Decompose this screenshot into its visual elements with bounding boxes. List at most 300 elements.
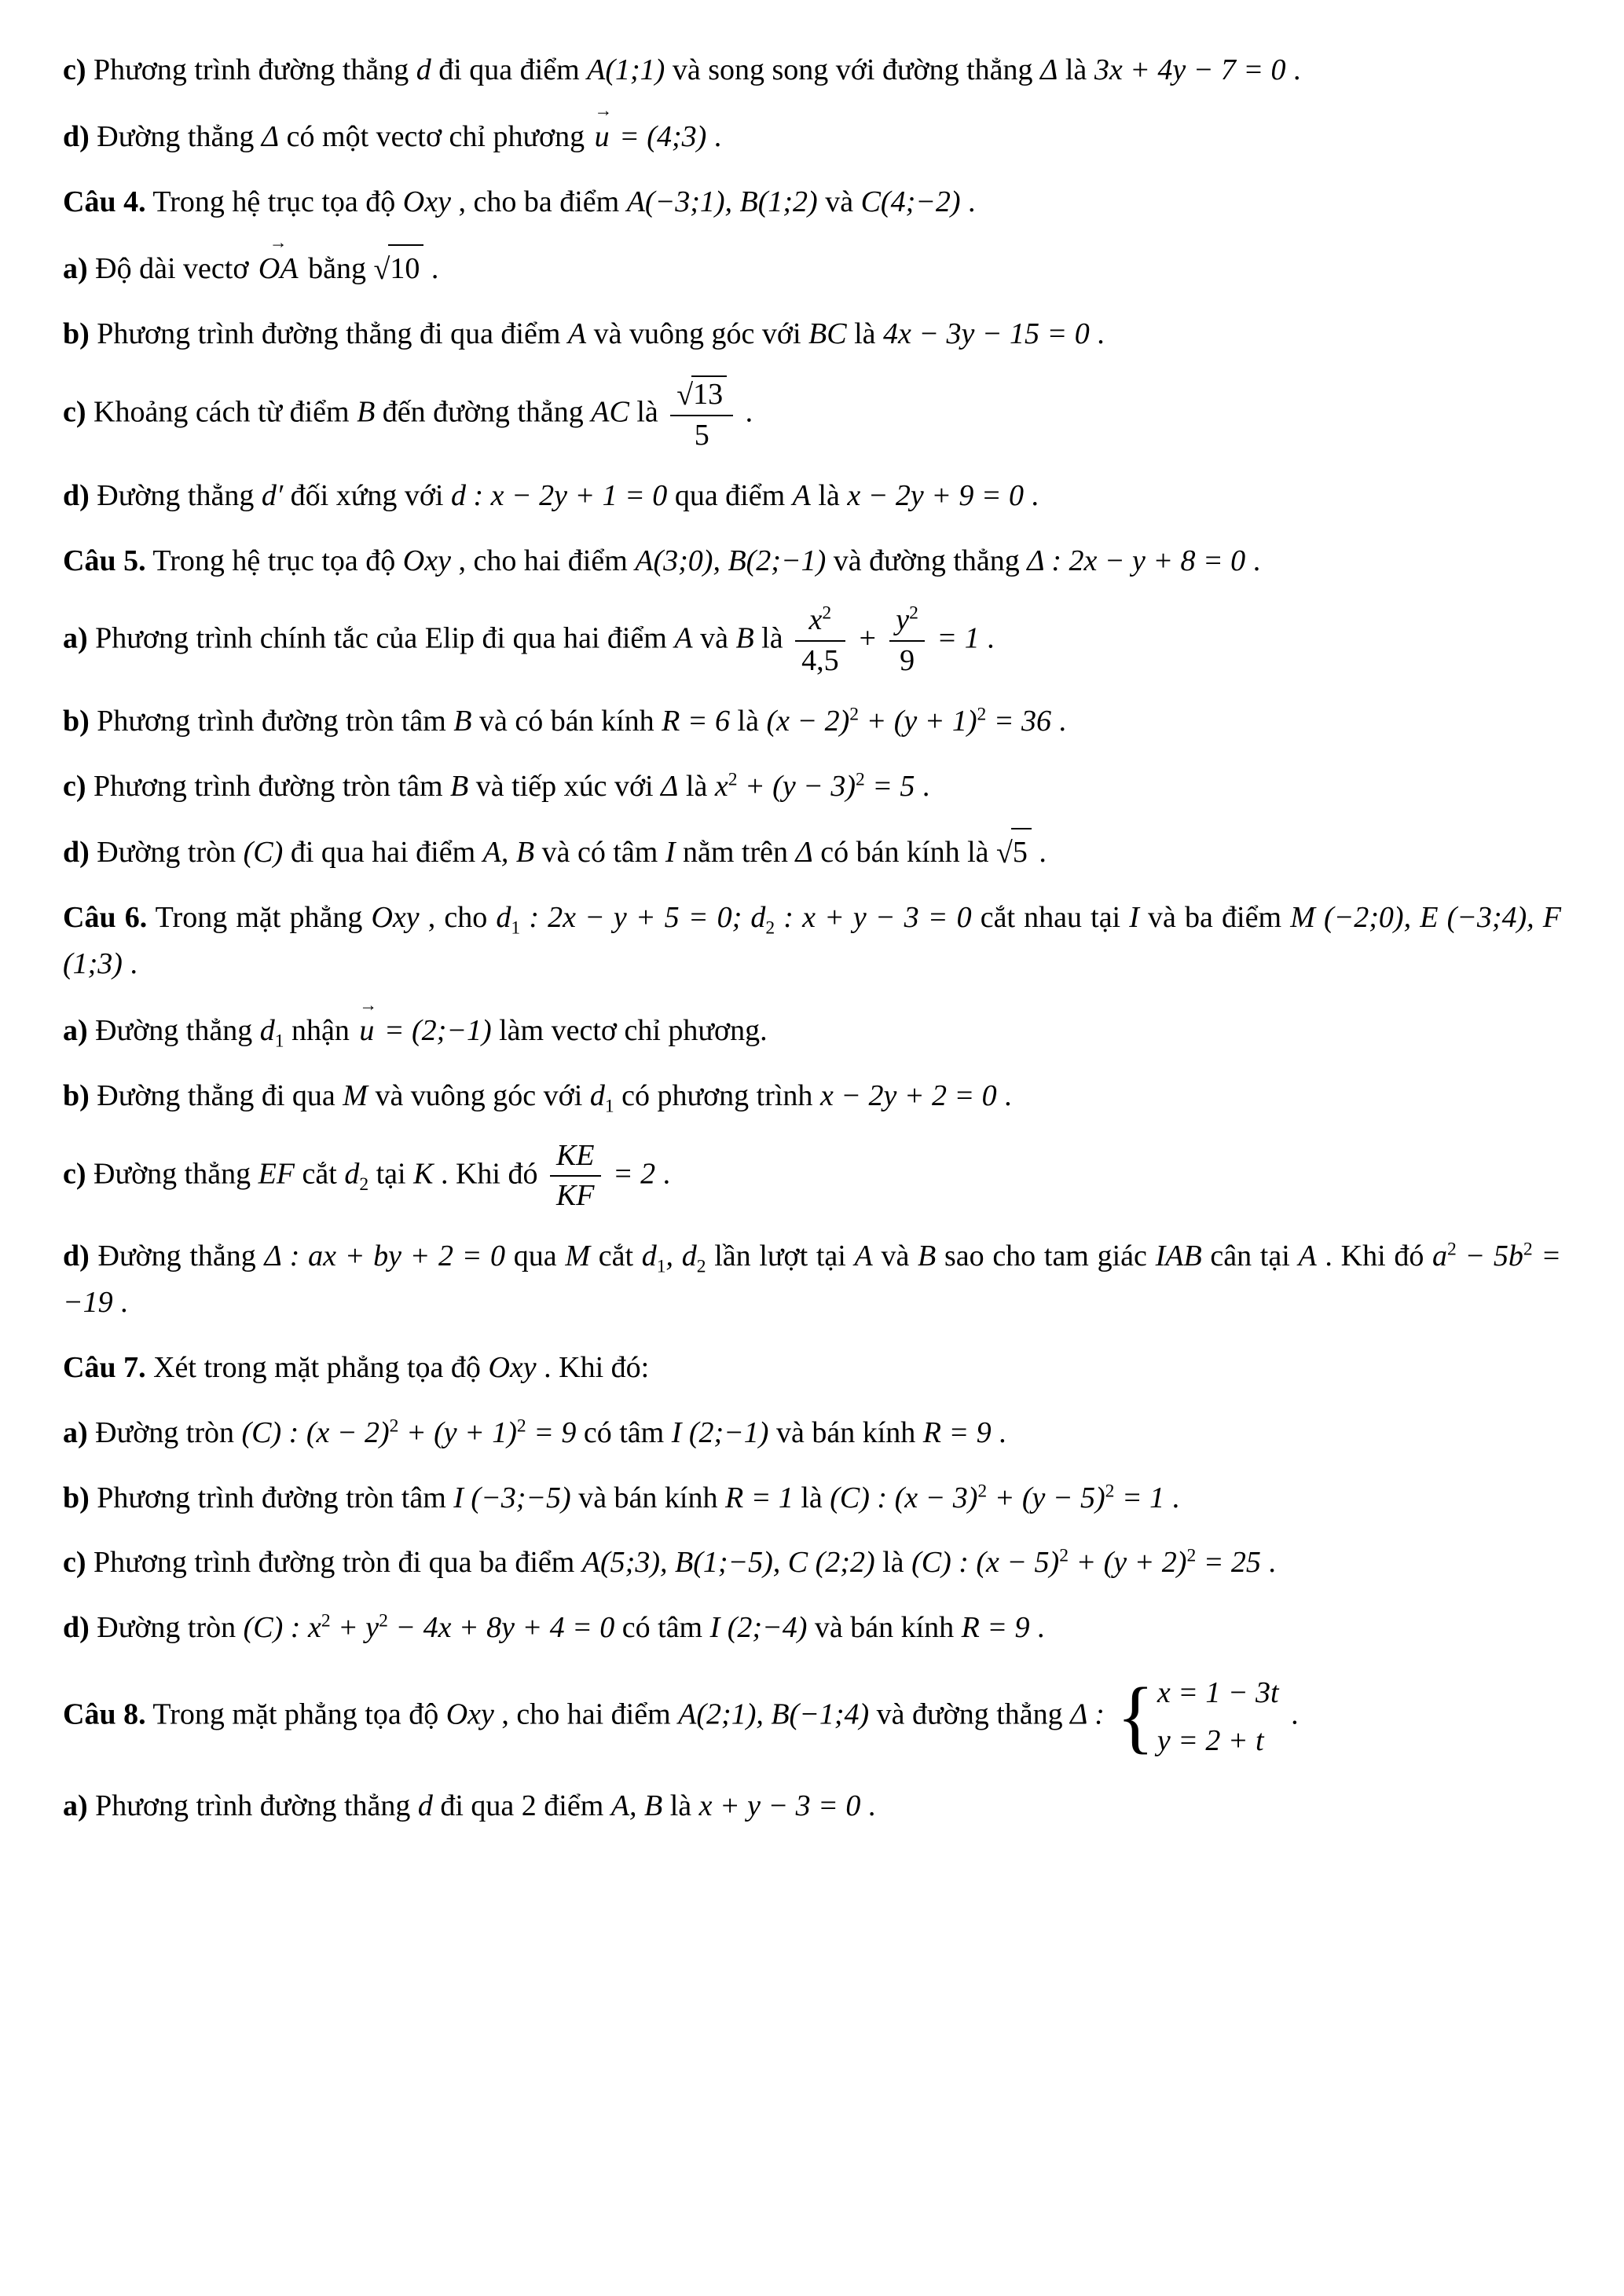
text-run: . [996,1078,1012,1112]
math-run: B [735,621,754,655]
text-run: và vuông góc với [586,317,809,350]
math-run: AC [591,395,629,429]
bold-label: Câu 8. [63,1697,146,1731]
math-run: , d [665,1240,697,1273]
q5-statement-a [63,602,1561,679]
math-run: A [674,621,693,655]
math-run: C(4;−2) [860,185,961,218]
math-run: = 25 [1196,1546,1261,1580]
math-run: KE [555,1138,595,1172]
math-run: (C) : (x − 5) [911,1546,1060,1580]
subscript: 1 [274,1031,284,1052]
text-run: . [960,185,976,218]
math-run: + [849,621,885,655]
math-run: A(1;1) [587,53,665,86]
text-run: cân tại [1201,1240,1299,1273]
math-run: A(2;1), B(−1;4) [678,1697,870,1731]
text-run: Trong mặt phẳng tọa độ [145,1697,446,1731]
bold-label: a) [63,1014,88,1048]
text-run: Phương trình đường tròn đi qua ba điểm [86,1546,582,1580]
math-run: M [565,1240,590,1273]
q3-statement-c [63,47,1561,93]
text-run: . [1245,544,1261,577]
text-run: . [1285,53,1301,86]
math-run: x = 1 − 3t [1157,1676,1279,1710]
math-run: Δ : 2x − y + 8 = 0 [1027,544,1246,577]
text-run: . [1164,1481,1180,1514]
math-run: Δ : [1070,1697,1113,1731]
q6-statement-b [63,1073,1561,1119]
math-run: B [450,769,469,803]
superscript: 2 [389,1415,399,1437]
equation-row [1157,1718,1279,1764]
fraction [550,1138,601,1214]
math-run: (C) [243,836,284,870]
q4-statement-b [63,311,1561,357]
math-run: EF [258,1157,295,1191]
superscript: 2 [1059,1545,1069,1566]
math-run: R = 6 [662,704,731,738]
text-run: . [1283,1697,1299,1731]
math-run: A [567,317,587,350]
bold-label: d) [63,1240,90,1273]
text-run: là [629,395,666,429]
bold-label: c) [63,395,86,429]
text-run: . [122,947,137,981]
text-run: Phương trình đường tròn tâm [86,769,451,803]
fraction [670,375,733,453]
math-run: Δ : ax + by + 2 = 0 [264,1240,506,1273]
q6-statement-d [63,1233,1561,1326]
radicand [691,375,727,413]
bold-label: b) [63,317,90,350]
math-run: I (−3;−5) [453,1481,571,1514]
superscript: 2 [855,768,865,789]
fraction-denominator [889,642,925,679]
superscript: 2 [849,703,860,724]
vector-name: OA [258,251,299,285]
text-run: . [991,1415,1006,1449]
math-run: I (2;−4) [709,1611,808,1645]
text-run: là [793,1481,830,1514]
math-run: = 5 [864,769,915,803]
text-run: và bán kính [807,1611,962,1645]
q7-statement-b [63,1475,1561,1522]
text-run: . [1260,1546,1276,1580]
q4-statement-c [63,375,1561,453]
q7-header [63,1345,1561,1391]
math-run: = 2 [605,1157,656,1191]
text-run: nhận [284,1014,357,1048]
text-run: và [872,1240,918,1273]
superscript: 2 [1523,1239,1533,1260]
math-run: M (−2;0), E (−3;4), F (1;3) [63,901,1562,981]
text-run: , cho hai điểm [450,544,636,577]
text-run: là [730,704,767,738]
math-run: B [357,395,376,429]
bold-label: c) [63,53,86,86]
text-run: . [1050,704,1066,738]
math-run: a [1432,1240,1448,1273]
text-run: cắt [295,1157,345,1191]
math-run: x [714,769,728,803]
text-run: . [1031,836,1047,870]
text-run: Phương trình đường tròn tâm [89,704,454,738]
math-run: I [665,836,676,870]
q6-statement-a [63,994,1561,1054]
superscript: 2 [379,1610,388,1631]
text-run: . [860,1789,876,1823]
text-run: là [874,1546,912,1580]
math-run: R = 1 [724,1481,794,1514]
fraction-numerator [550,1138,601,1177]
math-run: x [808,603,823,637]
radical-sign-icon: √ [373,252,390,286]
math-run: A(5;3), B(1;−5), C (2;2) [581,1546,875,1580]
text-run: đi qua điểm [431,53,588,86]
text-run: 5 [694,419,709,452]
vector-arrow-icon: → [594,101,613,121]
q7-statement-a [63,1410,1561,1456]
math-run: + (y − 5) [987,1481,1105,1514]
math-run: = −19 [63,1240,1562,1319]
math-run: 3x + 4y − 7 = 0 [1094,53,1286,86]
math-run: A(3;0), B(2;−1) [635,544,827,577]
text-run: có tâm [614,1611,710,1645]
subscript: 2 [359,1174,369,1195]
fraction-numerator [670,375,733,416]
text-run: Đường thẳng đi qua [89,1078,343,1112]
text-run: qua điểm [667,478,793,512]
text-run: đi qua hai điểm [283,836,483,870]
fraction-denominator [550,1177,601,1214]
subscript: 2 [696,1256,706,1277]
q4-header [63,179,1561,225]
text-run: Đường tròn [89,1611,244,1645]
math-run: IAB [1155,1240,1202,1273]
math-run: + (y − 3) [737,769,856,803]
q5-header [63,538,1561,584]
fraction [889,602,925,679]
math-run: A [854,1240,873,1273]
math-run: Δ [795,836,813,870]
vector-arrow-icon: → [269,233,288,253]
bold-label: a) [63,1415,88,1449]
math-run: d [589,1078,605,1112]
math-run: M [343,1078,368,1112]
math-run: : 2x − y + 5 = 0; d [520,901,766,935]
text-run: . [738,395,753,429]
superscript: 2 [728,768,738,789]
fraction-numerator [889,602,925,642]
text-run: . [423,251,439,285]
sqrt-radical [676,375,727,413]
math-run: I (2;−1) [671,1415,769,1449]
fraction-denominator [795,642,845,679]
text-run: Đường tròn [89,836,244,870]
math-run: B [918,1240,937,1273]
bold-label: b) [63,1481,90,1514]
bold-label: Câu 7. [63,1350,146,1384]
text-run: và bán kính [768,1415,923,1449]
text-run: Đường thẳng [86,1157,258,1191]
math-run: (C) : (x − 2) [241,1415,390,1449]
text-run: và tiếp xúc với [468,769,662,803]
superscript: 2 [1447,1239,1457,1260]
text-run: Khoảng cách từ điểm [86,395,357,429]
text-run: và ba điểm [1138,901,1291,935]
math-run: + (y + 1) [859,704,977,738]
vector-name: u [359,1014,375,1048]
math-run: = 36 [986,704,1051,738]
text-run: và vuông góc với [367,1078,590,1112]
bold-label: Câu 5. [63,544,146,577]
radicand [388,244,423,292]
text-run: . [1024,478,1039,512]
text-run: là [678,769,715,803]
math-run: (C) : x [243,1611,321,1645]
text-run: và bán kính [570,1481,725,1514]
superscript: 2 [977,1480,988,1501]
text-run: 5 [1012,836,1028,870]
vector-arrow-icon: → [359,994,378,1015]
q5-statement-d [63,828,1561,876]
bold-label: d) [63,1611,90,1645]
text-run: cắt nhau tại [971,901,1130,935]
superscript: 2 [1186,1545,1197,1566]
text-run: 9 [900,644,915,678]
text-run: . Khi đó [1316,1240,1433,1273]
bold-label: a) [63,251,88,285]
text-run: có phương trình [614,1078,820,1112]
math-run: I [1129,901,1139,935]
text-run: là [753,621,791,655]
bold-label: a) [63,1789,88,1823]
math-run: = 1 [1114,1481,1165,1514]
math-run: A [1298,1240,1317,1273]
text-run: và [692,621,736,655]
math-run: Oxy [402,185,451,218]
brace-icon: { [1116,1671,1154,1762]
text-run: . [706,119,722,153]
text-run: 4,5 [801,644,839,678]
text-run: và có tâm [534,836,665,870]
bold-label: a) [63,621,88,655]
subscript: 2 [765,917,775,939]
math-run: A(−3;1), B(1;2) [626,185,818,218]
math-run: Oxy [371,901,420,935]
q7-statement-c [63,1540,1561,1586]
equation-row [1157,1670,1279,1716]
sqrt-radical [996,828,1032,876]
text-run: qua [505,1240,566,1273]
bold-label: c) [63,1157,86,1191]
math-run: 4x − 3y − 15 = 0 [883,317,1090,350]
fraction-numerator [795,602,845,642]
text-run: . [112,1285,128,1319]
text-run: Xét trong mặt phẳng tọa độ [145,1350,489,1384]
math-run: = 1 [929,621,980,655]
vector-name: u [594,119,610,153]
q4-statement-a [63,233,1561,292]
equation-system-rows [1157,1670,1279,1764]
text-run: bằng [300,251,374,285]
q6-header [63,895,1561,987]
math-run: + y [330,1611,379,1645]
fraction [795,602,845,679]
math-run: + (y + 1) [398,1415,517,1449]
text-run: . [1029,1611,1045,1645]
text-run: đến đường thẳng [375,395,592,429]
math-run: − 4x + 8y + 4 = 0 [387,1611,615,1645]
math-run: Oxy [445,1697,494,1731]
vector-notation [258,233,299,292]
text-run: Đường tròn [87,1415,242,1449]
text-run: . [1089,317,1105,350]
equation-system [1116,1670,1278,1764]
text-run: cắt [590,1240,642,1273]
text-run: sao cho tam giác [936,1240,1156,1273]
radical-sign-icon: √ [996,837,1013,870]
superscript: 2 [516,1415,526,1437]
text-run: có tâm [576,1415,672,1449]
radical-sign-icon: √ [676,379,694,412]
math-run: Δ [1040,53,1058,86]
math-run: K [413,1157,434,1191]
bold-label: c) [63,769,86,803]
text-run: là [1058,53,1094,86]
bold-label: d) [63,119,90,153]
text-run: . [915,769,930,803]
superscript: 2 [909,602,918,624]
math-run: + (y + 2) [1068,1546,1187,1580]
text-run: Trong hệ trục tọa độ [145,544,403,577]
math-run: A, B [482,836,535,870]
math-run: y = 2 + t [1157,1724,1264,1758]
text-run: lần lượt tại [706,1240,855,1273]
math-run: d [641,1240,657,1273]
q8-statement-a [63,1783,1561,1829]
math-run: = 9 [526,1415,577,1449]
bold-label: d) [63,478,90,512]
text-run: có một vectơ chỉ phương [279,119,592,153]
math-run: x − 2y + 9 = 0 [847,478,1024,512]
q4-statement-d [63,473,1561,519]
text-run: , cho hai điểm [493,1697,679,1731]
math-run: − 5b [1456,1240,1523,1273]
text-run: là [846,317,884,350]
text-run: 13 [693,378,724,412]
subscript: 1 [604,1096,614,1117]
math-run: (x − 2) [766,704,850,738]
text-run: có bán kính là [812,836,997,870]
text-run: là [810,478,848,512]
text-run: nằm trên [675,836,796,870]
text-run: , cho [419,901,497,935]
text-run: Phương trình chính tắc của Elip đi qua hai điểm [87,621,675,655]
text-run: đối xứng với [283,478,451,512]
superscript: 2 [1105,1480,1115,1501]
math-run: B [453,704,472,738]
text-run: 10 [390,251,420,285]
text-run: Đường thẳng [87,1014,260,1048]
radicand [1011,828,1032,876]
text-run: . Khi đó: [536,1350,650,1384]
math-run: d [417,1789,433,1823]
math-run: BC [808,317,847,350]
text-run: làm vectơ chỉ phương. [491,1014,768,1048]
q6-statement-c [63,1138,1561,1214]
math-run: d [344,1157,360,1191]
text-run: và [817,185,861,218]
math-run: x − 2y + 2 = 0 [819,1078,997,1112]
math-run: R = 9 [961,1611,1030,1645]
q8-header [63,1670,1561,1764]
math-run: x + y − 3 = 0 [698,1789,861,1823]
math-run: A, B [610,1789,663,1823]
math-run: = (4;3) [611,119,707,153]
q5-statement-b [63,698,1561,745]
superscript: 2 [822,602,832,624]
math-run: d′ [261,478,284,512]
math-run: R = 9 [922,1415,992,1449]
text-run: và đường thẳng [826,544,1028,577]
sqrt-radical [373,244,423,292]
text-run: Phương trình đường thẳng đi qua điểm [89,317,568,350]
text-run: Đường thẳng [89,119,262,153]
fraction-denominator [670,416,733,454]
bold-label: b) [63,1078,90,1112]
bold-label: Câu 6. [63,901,148,935]
math-run: KF [555,1179,595,1213]
text-run: Phương trình đường tròn tâm [89,1481,454,1514]
math-run: A [792,478,811,512]
q5-statement-c [63,764,1561,810]
text-run: Đường thẳng [89,478,262,512]
text-run: Trong mặt phẳng [147,901,372,935]
math-run: Δ [261,119,280,153]
text-run: Độ dài vectơ [87,251,256,285]
text-run: . Khi đó [433,1157,545,1191]
bold-label: Câu 4. [63,185,146,218]
text-run: Phương trình đường thẳng [86,53,416,86]
vector-notation [594,101,613,160]
text-run: . [979,621,995,655]
math-run: Oxy [402,544,451,577]
text-run: và song song với đường thẳng [665,53,1041,86]
math-run: (C) : (x − 3) [830,1481,978,1514]
text-run: tại [368,1157,414,1191]
math-run: d [259,1014,275,1048]
vector-notation [359,994,378,1054]
text-run: và có bán kính [471,704,662,738]
math-run: : x + y − 3 = 0 [775,901,972,935]
superscript: 2 [977,703,987,724]
math-run: Oxy [488,1350,537,1384]
math-run: Δ [661,769,679,803]
q7-statement-d [63,1605,1561,1651]
text-run: . [655,1157,671,1191]
text-run: đi qua 2 điểm [432,1789,611,1823]
math-run: y [896,603,910,637]
text-run: Trong hệ trục tọa độ [145,185,403,218]
math-run: d [416,53,431,86]
bold-label: b) [63,704,90,738]
text-run: Đường thẳng [89,1240,265,1273]
bold-label: c) [63,1546,86,1580]
math-run: = (2;−1) [376,1014,492,1048]
text-run: , cho ba điểm [450,185,627,218]
